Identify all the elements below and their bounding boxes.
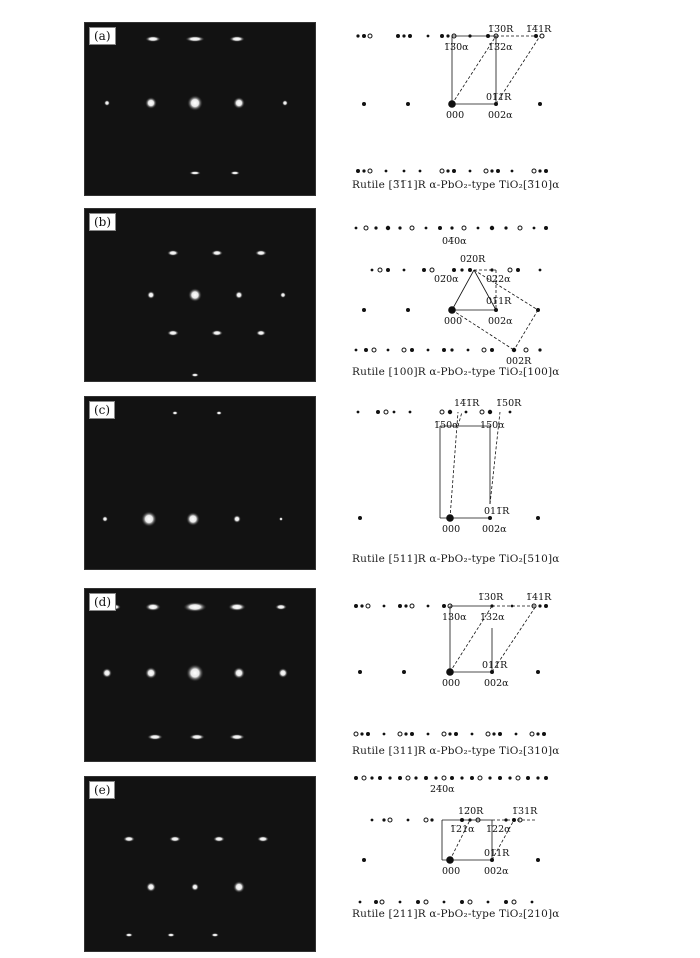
caption-e: Rutile [211]R α-PbO₂-type TiO₂[210]α [352,908,560,920]
label-120R: 12̅0R [458,806,484,817]
spot-row-top [356,34,544,38]
label-000: 000 [442,524,461,535]
caption-d: Rutile [311]R α-PbO₂-type TiO₂[310]α [352,745,560,757]
diffraction-photo-c [84,396,316,570]
label-020a: 02̅0α [434,274,459,285]
caption-b: Rutile [100]R α-PbO₂-type TiO₂[100]α [352,366,560,378]
panel-label: (b) [89,213,116,231]
label-002a: 002α [484,678,509,689]
label-150R: 1̅50R [496,398,522,409]
label-130R: 1̅3̅0R [488,24,514,35]
label-150a-left: 1̅50α [434,420,459,431]
label-141R: 1̅41R [526,592,552,603]
label-002a: 002α [488,110,513,121]
diffraction-photo-a [84,22,316,196]
label-000: 000 [446,110,465,121]
diffraction-photo-d [84,588,316,762]
label-000: 000 [442,866,461,877]
label-150a-right: 15̅0α [480,420,505,431]
panel-label: (a) [89,27,116,45]
label-122a: 1̅22α [486,824,511,835]
diffraction-photo-b [84,208,316,382]
label-132a: 1̅3̅2α [488,42,513,53]
label-132a: 1̅32α [480,612,505,623]
diffraction-diagram-e [350,770,560,920]
label-002a: 002α [482,524,507,535]
label-011R: 01̅1R [484,848,510,859]
diffraction-photo-e [84,776,316,952]
caption-c: Rutile [511]R α-PbO₂-type TiO₂[510]α [352,553,560,565]
label-002a: 002α [484,866,509,877]
label-002R: 002R [506,356,532,367]
label-141R: 14̅1̅R [454,398,480,409]
label-020R: 02̅0R [460,254,486,265]
label-000: 000 [444,316,463,327]
label-000: 000 [442,678,461,689]
label-040a: 04̅0α [442,236,467,247]
panel-label: (d) [89,593,116,611]
label-131R: 1̅31R [512,806,538,817]
label-130a: 1̅3̅0α [444,42,469,53]
label-121a: 1̅21α [450,824,475,835]
diffraction-diagram-d [350,592,560,742]
label-002a: 002α [488,316,513,327]
diffraction-diagram-a [350,26,560,191]
label-011R: 011R [482,660,508,671]
label-240a: 24̅0α [430,784,455,795]
diffraction-diagram-b [350,212,560,372]
label-011R: 01̅1R [486,92,512,103]
panel-label: (e) [89,781,115,799]
panel-label: (c) [89,401,115,419]
label-022a: 022α [486,274,511,285]
label-011R: 011̅R [484,506,510,517]
diffraction-diagram-c [350,398,560,548]
label-141R: 1̅4̅1R [526,24,552,35]
label-130a: 130α [442,612,467,623]
label-130R: 1̅30R [478,592,504,603]
caption-a: Rutile [3̅1̅1]R α-PbO₂-type TiO₂[3̅10]α [352,179,560,191]
label-011R: 01̅1R [486,296,512,307]
